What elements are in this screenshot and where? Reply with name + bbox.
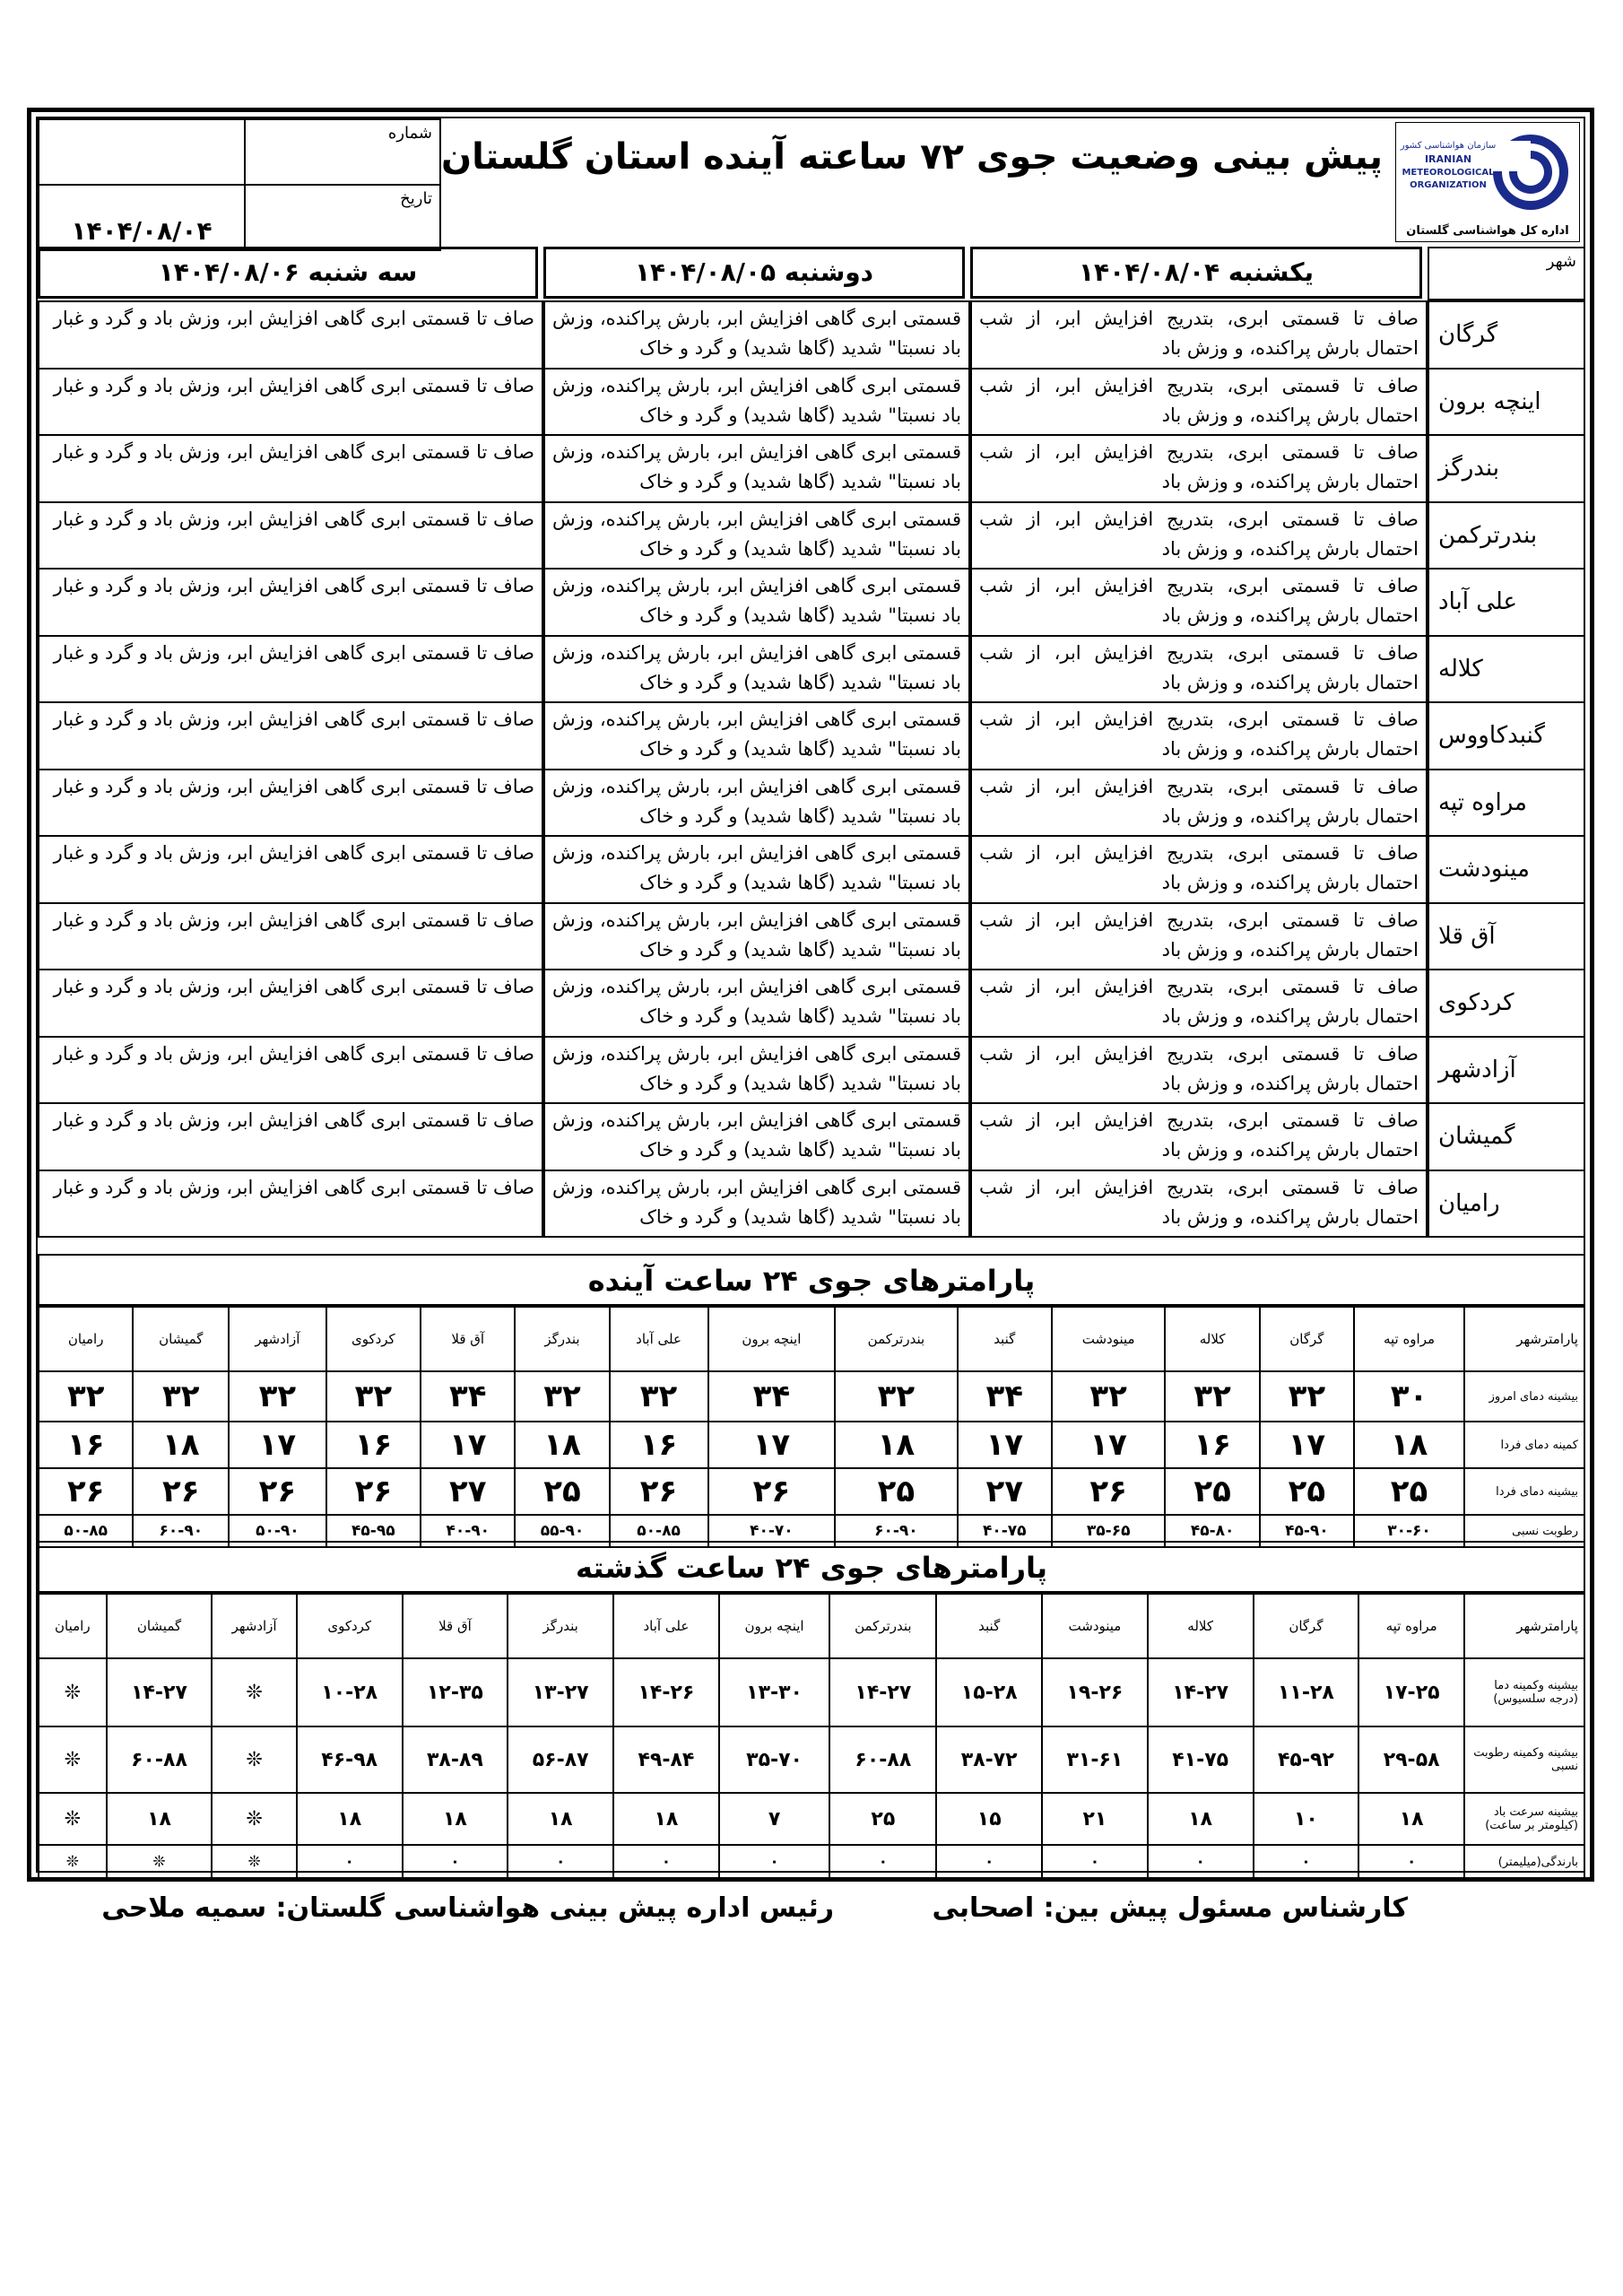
city-name: اینچه برون [1428, 368, 1585, 437]
param-value-cell: ۴۰-۹۰ [421, 1515, 515, 1547]
param-value-cell: ۳۱-۶۱ [1042, 1726, 1148, 1793]
param-value-cell: ❊ [212, 1793, 296, 1845]
next24-title: پارامترهای جوی ۲۴ ساعت آینده [38, 1254, 1585, 1306]
city-column-header: مینودشت [1042, 1594, 1148, 1658]
param-value-cell: ❊ [39, 1793, 107, 1845]
param-value-cell: ۱۳-۲۷ [508, 1658, 613, 1726]
day1-forecast-cell: صاف تا قسمتی ابری، بتدریج افزایش ابر، از شب احتمال بارش پراکنده، و وزش باد [970, 769, 1428, 838]
param-value-cell: ۱۷ [1052, 1422, 1166, 1468]
day2-forecast-cell: قسمتی ابری گاهی افزایش ابر، بارش پراکنده، وزش باد نسبتا" شدید (گاها شدید) و گرد و خاک [543, 368, 970, 437]
city-column-header: آزادشهر [212, 1594, 296, 1658]
param-value-cell: ❊ [212, 1726, 296, 1793]
city-name: آزادشهر [1428, 1036, 1585, 1105]
param-value-cell: ۲۱ [1042, 1793, 1148, 1845]
param-value-cell: ۱۶ [326, 1422, 421, 1468]
param-value-cell: ۱۸ [835, 1422, 957, 1468]
param-value-cell: ۱۷ [708, 1422, 836, 1468]
city-column-header: بندرگز [508, 1594, 613, 1658]
param-value-cell: ۲۶ [133, 1468, 229, 1515]
day1-forecast-cell: صاف تا قسمتی ابری، بتدریج افزایش ابر، از شب احتمال بارش پراکنده، و وزش باد [970, 835, 1428, 904]
param-value-cell: ۰ [508, 1845, 613, 1879]
corner-header: پارامترشهر [1464, 1307, 1584, 1371]
day2-forecast-cell: قسمتی ابری گاهی افزایش ابر، بارش پراکنده، وزش باد نسبتا" شدید (گاها شدید) و گرد و خاک [543, 835, 970, 904]
day2-forecast-cell: قسمتی ابری گاهی افزایش ابر، بارش پراکنده، وزش باد نسبتا" شدید (گاها شدید) و گرد و خاک [543, 434, 970, 503]
param-value-cell: ۶۰-۸۸ [107, 1726, 213, 1793]
corner-header: پارامترشهر [1464, 1594, 1584, 1658]
param-value-cell: ۳۲ [1052, 1371, 1166, 1422]
param-value-cell: ۱۴-۲۷ [1148, 1658, 1254, 1726]
param-value-cell: ۲۹-۵۸ [1358, 1726, 1464, 1793]
city-name: کلاله [1428, 635, 1585, 704]
row-label: کمینه دمای فردا [1464, 1422, 1584, 1468]
city-name: رامیان [1428, 1170, 1585, 1239]
param-value-cell: ۴۵-۹۲ [1254, 1726, 1359, 1793]
city-name: بندرترکمن [1428, 501, 1585, 570]
day2-forecast-cell: قسمتی ابری گاهی افزایش ابر، بارش پراکنده، وزش باد نسبتا" شدید (گاها شدید) و گرد و خاک [543, 701, 970, 770]
day3-forecast-cell: صاف تا قسمتی ابری گاهی افزایش ابر، وزش باد و گرد و غبار [38, 969, 543, 1038]
meteorological-logo-icon [1396, 123, 1579, 222]
day2-forecast-cell: قسمتی ابری گاهی افزایش ابر، بارش پراکنده، وزش باد نسبتا" شدید (گاها شدید) و گرد و خاک [543, 1102, 970, 1171]
param-value-cell: ۲۵ [1260, 1468, 1354, 1515]
next24-table [38, 1306, 1585, 1548]
city-column-header: اینچه برون [719, 1594, 830, 1658]
day3-forecast-cell: صاف تا قسمتی ابری گاهی افزایش ابر، وزش باد و گرد و غبار [38, 368, 543, 437]
city-column-header: رامیان [39, 1307, 133, 1371]
param-value-cell: ۲۶ [326, 1468, 421, 1515]
city-column-header: کردکوی [326, 1307, 421, 1371]
day-header-2: دوشنبه ۱۴۰۴/۰۸/۰۵ [543, 247, 965, 299]
day2-forecast-cell: قسمتی ابری گاهی افزایش ابر، بارش پراکنده، وزش باد نسبتا" شدید (گاها شدید) و گرد و خاک [543, 568, 970, 637]
city-name: مینودشت [1428, 835, 1585, 904]
param-value-cell: ۳۰ [1354, 1371, 1464, 1422]
city-column-header: مینودشت [1052, 1307, 1166, 1371]
param-value-cell: ۲۵ [1354, 1468, 1464, 1515]
day3-forecast-cell: صاف تا قسمتی ابری گاهی افزایش ابر، وزش باد و گرد و غبار [38, 902, 543, 971]
city-column-header: علی آباد [610, 1307, 708, 1371]
param-value-cell: ۱۰-۲۸ [297, 1658, 403, 1726]
param-value-cell: ۱۸ [613, 1793, 719, 1845]
logo-text-en1: IRANIAN [1424, 153, 1472, 165]
day-header-1: یکشنبه ۱۴۰۴/۰۸/۰۴ [970, 247, 1422, 299]
param-value-cell: ۱۴-۲۶ [613, 1658, 719, 1726]
param-value-cell: ۲۷ [421, 1468, 515, 1515]
city-column-header: گنبد [936, 1594, 1042, 1658]
param-value-cell: ۱۴-۲۷ [107, 1658, 213, 1726]
param-value-cell: ۲۵ [1165, 1468, 1259, 1515]
city-column-header: رامیان [39, 1594, 107, 1658]
page-title: پیش بینی وضعیت جوی ۷۲ ساعته آینده استان گلستان [441, 136, 1383, 178]
day2-forecast-cell: قسمتی ابری گاهی افزایش ابر، بارش پراکنده، وزش باد نسبتا" شدید (گاها شدید) و گرد و خاک [543, 902, 970, 971]
param-value-cell: ❊ [212, 1658, 296, 1726]
date-value: ۱۴۰۴/۰۸/۰۴ [39, 185, 245, 250]
day3-forecast-cell: صاف تا قسمتی ابری گاهی افزایش ابر، وزش باد و گرد و غبار [38, 635, 543, 704]
param-value-cell: ۶۰-۹۰ [133, 1515, 229, 1547]
param-value-cell: ۵۰-۸۵ [610, 1515, 708, 1547]
param-value-cell: ۱۸ [1354, 1422, 1464, 1468]
param-value-cell: ۳۸-۸۹ [403, 1726, 508, 1793]
param-value-cell: ۶۰-۸۸ [829, 1726, 936, 1793]
day3-forecast-cell: صاف تا قسمتی ابری گاهی افزایش ابر، وزش باد و گرد و غبار [38, 1036, 543, 1105]
param-value-cell: ۰ [1358, 1845, 1464, 1879]
city-column-header: اینچه برون [708, 1307, 836, 1371]
city-column-header: آق قلا [403, 1594, 508, 1658]
param-value-cell: ۱۵ [936, 1793, 1042, 1845]
param-value-cell: ۱۷ [1260, 1422, 1354, 1468]
param-value-cell: ❊ [39, 1845, 107, 1879]
param-value-cell: ۳۴ [708, 1371, 836, 1422]
param-value-cell: ۴۵-۹۵ [326, 1515, 421, 1547]
param-value-cell: ۲۵ [835, 1468, 957, 1515]
city-name: گنبدکاووس [1428, 701, 1585, 770]
param-value-cell: ۰ [613, 1845, 719, 1879]
param-value-cell: ۴۶-۹۸ [297, 1726, 403, 1793]
city-column-header: گنبد [958, 1307, 1052, 1371]
param-value-cell: ۵۰-۸۵ [39, 1515, 133, 1547]
number-value [39, 119, 245, 185]
param-value-cell: ۲۶ [708, 1468, 836, 1515]
logo-org-name: اداره کل هواشناسی گلستان [1406, 224, 1569, 238]
param-value-cell: ۳۲ [39, 1371, 133, 1422]
day1-forecast-cell: صاف تا قسمتی ابری، بتدریج افزایش ابر، از شب احتمال بارش پراکنده، و وزش باد [970, 1170, 1428, 1239]
day1-forecast-cell: صاف تا قسمتی ابری، بتدریج افزایش ابر، از شب احتمال بارش پراکنده، و وزش باد [970, 1036, 1428, 1105]
param-value-cell: ۱۲-۳۵ [403, 1658, 508, 1726]
day2-forecast-cell: قسمتی ابری گاهی افزایش ابر، بارش پراکنده، وزش باد نسبتا" شدید (گاها شدید) و گرد و خاک [543, 1170, 970, 1239]
param-value-cell: ۱۸ [403, 1793, 508, 1845]
row-label: بیشینه دمای امروز [1464, 1371, 1584, 1422]
row-label: بیشینه دمای فردا [1464, 1468, 1584, 1515]
param-value-cell: ۳۰-۶۰ [1354, 1515, 1464, 1547]
param-value-cell: ۱۱-۲۸ [1254, 1658, 1359, 1726]
head-signature: رئیس اداره پیش بینی هواشناسی گلستان: سمیه ملاحی [101, 1892, 834, 1924]
param-value-cell: ۳۸-۷۲ [936, 1726, 1042, 1793]
param-value-cell: ۱۳-۳۰ [719, 1658, 830, 1726]
param-value-cell: ۲۶ [610, 1468, 708, 1515]
city-column-header: آزادشهر [229, 1307, 325, 1371]
city-column-header: علی آباد [613, 1594, 719, 1658]
param-value-cell: ۱۸ [508, 1793, 613, 1845]
doc-meta [38, 118, 441, 251]
param-value-cell: ۲۷ [958, 1468, 1052, 1515]
row-label: بیشینه وکمینه دما (درجه سلسیوس) [1464, 1658, 1584, 1726]
city-column-header: کلاله [1165, 1307, 1259, 1371]
day3-forecast-cell: صاف تا قسمتی ابری گاهی افزایش ابر، وزش باد و گرد و غبار [38, 701, 543, 770]
param-value-cell: ۳۲ [1165, 1371, 1259, 1422]
city-column-header: بندرترکمن [835, 1307, 957, 1371]
param-value-cell: ۱۸ [133, 1422, 229, 1468]
city-name: بندرگز [1428, 434, 1585, 503]
city-column-header: کلاله [1148, 1594, 1254, 1658]
param-value-cell: ۱۰ [1254, 1793, 1359, 1845]
city-column-header: بندرگز [515, 1307, 609, 1371]
param-value-cell: ۷ [719, 1793, 830, 1845]
day3-forecast-cell: صاف تا قسمتی ابری گاهی افزایش ابر، وزش باد و گرد و غبار [38, 835, 543, 904]
param-value-cell: ۳۲ [835, 1371, 957, 1422]
param-value-cell: ❊ [212, 1845, 296, 1879]
logo [1395, 122, 1580, 242]
param-value-cell: ۰ [1148, 1845, 1254, 1879]
param-value-cell: ۱۹-۲۶ [1042, 1658, 1148, 1726]
city-column-header: گرگان [1254, 1594, 1359, 1658]
param-value-cell: ❊ [39, 1658, 107, 1726]
city-column-header: گمیشان [133, 1307, 229, 1371]
city-name: گرگان [1428, 300, 1585, 370]
param-value-cell: ۳۲ [229, 1371, 325, 1422]
param-value-cell: ۱۷-۲۵ [1358, 1658, 1464, 1726]
param-value-cell: ۵۰-۹۰ [229, 1515, 325, 1547]
forecaster-signature: کارشناس مسئول پیش بین: اصحابی [932, 1892, 1408, 1924]
day2-forecast-cell: قسمتی ابری گاهی افزایش ابر، بارش پراکنده، وزش باد نسبتا" شدید (گاها شدید) و گرد و خاک [543, 635, 970, 704]
param-value-cell: ۲۵ [515, 1468, 609, 1515]
param-value-cell: ۳۲ [515, 1371, 609, 1422]
city-column-header: آق قلا [421, 1307, 515, 1371]
param-value-cell: ۴۵-۸۰ [1165, 1515, 1259, 1547]
row-label: بارندگی(میلیمتر) [1464, 1845, 1584, 1879]
param-value-cell: ۰ [936, 1845, 1042, 1879]
logo-text-fa: سازمان هواشناسی کشور [1400, 141, 1497, 151]
day1-forecast-cell: صاف تا قسمتی ابری، بتدریج افزایش ابر، از شب احتمال بارش پراکنده، و وزش باد [970, 1102, 1428, 1171]
param-value-cell: ❊ [39, 1726, 107, 1793]
param-value-cell: ۱۷ [421, 1422, 515, 1468]
day1-forecast-cell: صاف تا قسمتی ابری، بتدریج افزایش ابر، از شب احتمال بارش پراکنده، و وزش باد [970, 368, 1428, 437]
day1-forecast-cell: صاف تا قسمتی ابری، بتدریج افزایش ابر، از شب احتمال بارش پراکنده، و وزش باد [970, 434, 1428, 503]
past24-table [38, 1593, 1585, 1880]
param-value-cell: ۱۸ [515, 1422, 609, 1468]
param-value-cell: ۱۸ [107, 1793, 213, 1845]
param-value-cell: ۴۹-۸۴ [613, 1726, 719, 1793]
param-value-cell: ۱۸ [1358, 1793, 1464, 1845]
param-value-cell: ۱۶ [1165, 1422, 1259, 1468]
row-label: رطوبت نسبی [1464, 1515, 1584, 1547]
day3-forecast-cell: صاف تا قسمتی ابری گاهی افزایش ابر، وزش باد و گرد و غبار [38, 1102, 543, 1171]
day2-forecast-cell: قسمتی ابری گاهی افزایش ابر، بارش پراکنده، وزش باد نسبتا" شدید (گاها شدید) و گرد و خاک [543, 300, 970, 370]
day3-forecast-cell: صاف تا قسمتی ابری گاهی افزایش ابر، وزش باد و گرد و غبار [38, 300, 543, 370]
param-value-cell: ۴۰-۷۰ [708, 1515, 836, 1547]
param-value-cell: ۰ [829, 1845, 936, 1879]
date-label: تاریخ [245, 185, 440, 250]
param-value-cell: ۱۸ [297, 1793, 403, 1845]
city-column-header: کردکوی [297, 1594, 403, 1658]
param-value-cell: ۳۵-۷۰ [719, 1726, 830, 1793]
param-value-cell: ۳۵-۶۵ [1052, 1515, 1166, 1547]
param-value-cell: ۱۵-۲۸ [936, 1658, 1042, 1726]
param-value-cell: ۲۵ [829, 1793, 936, 1845]
row-label: بیشینه وکمینه رطوبت نسبی [1464, 1726, 1584, 1793]
param-value-cell: ۰ [1254, 1845, 1359, 1879]
day3-forecast-cell: صاف تا قسمتی ابری گاهی افزایش ابر، وزش باد و گرد و غبار [38, 568, 543, 637]
day3-forecast-cell: صاف تا قسمتی ابری گاهی افزایش ابر، وزش باد و گرد و غبار [38, 769, 543, 838]
param-value-cell: ۲۶ [39, 1468, 133, 1515]
day1-forecast-cell: صاف تا قسمتی ابری، بتدریج افزایش ابر، از شب احتمال بارش پراکنده، و وزش باد [970, 300, 1428, 370]
city-column-header: گمیشان [107, 1594, 213, 1658]
param-value-cell: ۰ [1042, 1845, 1148, 1879]
param-value-cell: ۳۴ [421, 1371, 515, 1422]
param-value-cell: ۱۶ [39, 1422, 133, 1468]
param-value-cell: ۵۶-۸۷ [508, 1726, 613, 1793]
param-value-cell: ❊ [107, 1845, 213, 1879]
city-column-header: مراوه تپه [1354, 1307, 1464, 1371]
param-value-cell: ۳۲ [133, 1371, 229, 1422]
param-value-cell: ۳۲ [1260, 1371, 1354, 1422]
logo-text-en3: ORGANIZATION [1410, 180, 1487, 190]
day1-forecast-cell: صاف تا قسمتی ابری، بتدریج افزایش ابر، از شب احتمال بارش پراکنده، و وزش باد [970, 902, 1428, 971]
day1-forecast-cell: صاف تا قسمتی ابری، بتدریج افزایش ابر، از شب احتمال بارش پراکنده، و وزش باد [970, 969, 1428, 1038]
param-value-cell: ۵۵-۹۰ [515, 1515, 609, 1547]
city-name: کردکوی [1428, 969, 1585, 1038]
param-value-cell: ۱۴-۲۷ [829, 1658, 936, 1726]
row-label: بیشینه سرعت باد (کیلومتر بر ساعت) [1464, 1793, 1584, 1845]
city-name: مراوه تپه [1428, 769, 1585, 838]
param-value-cell: ۰ [403, 1845, 508, 1879]
param-value-cell: ۰ [719, 1845, 830, 1879]
day2-forecast-cell: قسمتی ابری گاهی افزایش ابر، بارش پراکنده، وزش باد نسبتا" شدید (گاها شدید) و گرد و خاک [543, 769, 970, 838]
number-label: شماره [245, 119, 440, 185]
day2-forecast-cell: قسمتی ابری گاهی افزایش ابر، بارش پراکنده، وزش باد نسبتا" شدید (گاها شدید) و گرد و خاک [543, 1036, 970, 1105]
day1-forecast-cell: صاف تا قسمتی ابری، بتدریج افزایش ابر، از شب احتمال بارش پراکنده، و وزش باد [970, 568, 1428, 637]
param-value-cell: ۳۲ [610, 1371, 708, 1422]
param-value-cell: ۴۱-۷۵ [1148, 1726, 1254, 1793]
day3-forecast-cell: صاف تا قسمتی ابری گاهی افزایش ابر، وزش باد و گرد و غبار [38, 1170, 543, 1239]
day3-forecast-cell: صاف تا قسمتی ابری گاهی افزایش ابر، وزش باد و گرد و غبار [38, 434, 543, 503]
day-header-3: سه شنبه ۱۴۰۴/۰۸/۰۶ [38, 247, 538, 299]
city-column-header: بندرترکمن [829, 1594, 936, 1658]
day1-forecast-cell: صاف تا قسمتی ابری، بتدریج افزایش ابر، از شب احتمال بارش پراکنده، و وزش باد [970, 701, 1428, 770]
param-value-cell: ۰ [297, 1845, 403, 1879]
param-value-cell: ۱۸ [1148, 1793, 1254, 1845]
city-column-header: مراوه تپه [1358, 1594, 1464, 1658]
day1-forecast-cell: صاف تا قسمتی ابری، بتدریج افزایش ابر، از شب احتمال بارش پراکنده، و وزش باد [970, 501, 1428, 570]
city-name: آق قلا [1428, 902, 1585, 971]
param-value-cell: ۱۷ [229, 1422, 325, 1468]
logo-text-en2: METEOROLOGICAL [1402, 168, 1495, 178]
param-value-cell: ۶۰-۹۰ [835, 1515, 957, 1547]
param-value-cell: ۴۵-۹۰ [1260, 1515, 1354, 1547]
param-value-cell: ۲۶ [229, 1468, 325, 1515]
city-name: علی آباد [1428, 568, 1585, 637]
past24-title: پارامترهای جوی ۲۴ ساعت گذشته [38, 1541, 1585, 1593]
param-value-cell: ۴۰-۷۵ [958, 1515, 1052, 1547]
day2-forecast-cell: قسمتی ابری گاهی افزایش ابر، بارش پراکنده، وزش باد نسبتا" شدید (گاها شدید) و گرد و خاک [543, 969, 970, 1038]
city-name: گمیشان [1428, 1102, 1585, 1171]
param-value-cell: ۳۲ [326, 1371, 421, 1422]
day3-forecast-cell: صاف تا قسمتی ابری گاهی افزایش ابر، وزش باد و گرد و غبار [38, 501, 543, 570]
city-column-header: شهر [1428, 247, 1585, 300]
param-value-cell: ۲۶ [1052, 1468, 1166, 1515]
param-value-cell: ۱۷ [958, 1422, 1052, 1468]
day2-forecast-cell: قسمتی ابری گاهی افزایش ابر، بارش پراکنده، وزش باد نسبتا" شدید (گاها شدید) و گرد و خاک [543, 501, 970, 570]
param-value-cell: ۳۴ [958, 1371, 1052, 1422]
day1-forecast-cell: صاف تا قسمتی ابری، بتدریج افزایش ابر، از شب احتمال بارش پراکنده، و وزش باد [970, 635, 1428, 704]
param-value-cell: ۱۶ [610, 1422, 708, 1468]
city-column-header: گرگان [1260, 1307, 1354, 1371]
